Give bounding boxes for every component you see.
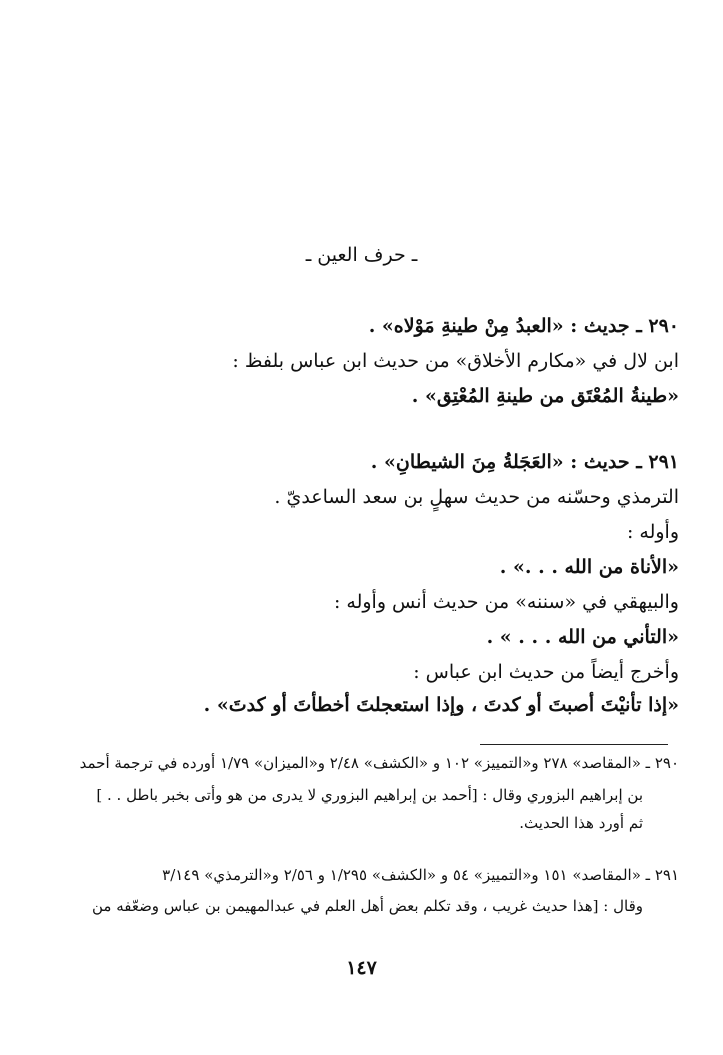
entry-text-line: وأخرج أيضاً من حديث ابن عباس : [413,661,679,683]
footnote-separator [480,744,668,745]
footnote-line: ٢٩٠ ـ «المقاصد» ٢٧٨ و«التمييز» ١٠٢ و «الكشف» ٢/٤٨ و«الميزان» ١/٧٩ أورده في ترجمة أحمد [79,754,679,772]
entry-text-line: والبيهقي في «سننه» من حديث أنس وأوله : [333,591,679,613]
footnote-line: وقال : [هذا حديث غريب ، وقد تكلم بعض أهل العلم في عبدالمهيمن بن عباس وضعّفه من [91,897,643,915]
entry-heading: ٢٩١ ـ حديث : «العَجَلةُ مِنَ الشيطانِ» . [370,451,679,473]
entry-text-line: «طينةُ المُعْتَق من طينةِ المُعْتِق» . [411,385,679,407]
entry-heading: ٢٩٠ ـ جديث : «العبدُ مِنْ طينةِ مَوْلاه» . [368,315,679,337]
page-number: ١٤٧ [346,957,377,979]
footnote-line: ثم أورد هذا الحديث. [519,814,643,832]
entry-text-line: ابن لال في «مكارم الأخلاق» من حديث ابن عباس بلفظ : [232,350,679,372]
footnote-line: ٢٩١ ـ «المقاصد» ١٥١ و«التمييز» ٥٤ و «الكشف» ١/٢٩٥ و ٢/٥٦ و«الترمذي» ٣/١٤٩ [162,866,679,884]
entry-text-line: «التأني من الله . . . » . [486,626,679,648]
entry-text-line: وأوله : [626,521,679,543]
footnote-line: بن إبراهيم البزوري وقال : [أحمد بن إبراهيم البزوري لا يدرى من هو وأتى بخبر باطل . . ] [96,786,643,804]
entry-text-line: «الأناة من الله . . .» . [499,556,679,578]
chapter-title: ـ حرف العين ـ [305,244,418,266]
entry-text-line: «إذا تأنيْتَ أصبتَ أو كدتَ ، وإذا استعجلتَ أخطأتَ أو كدتَ» . [203,694,679,716]
entry-text-line: الترمذي وحسّنه من حديث سهلٍ بن سعد الساعديّ . [274,486,679,508]
